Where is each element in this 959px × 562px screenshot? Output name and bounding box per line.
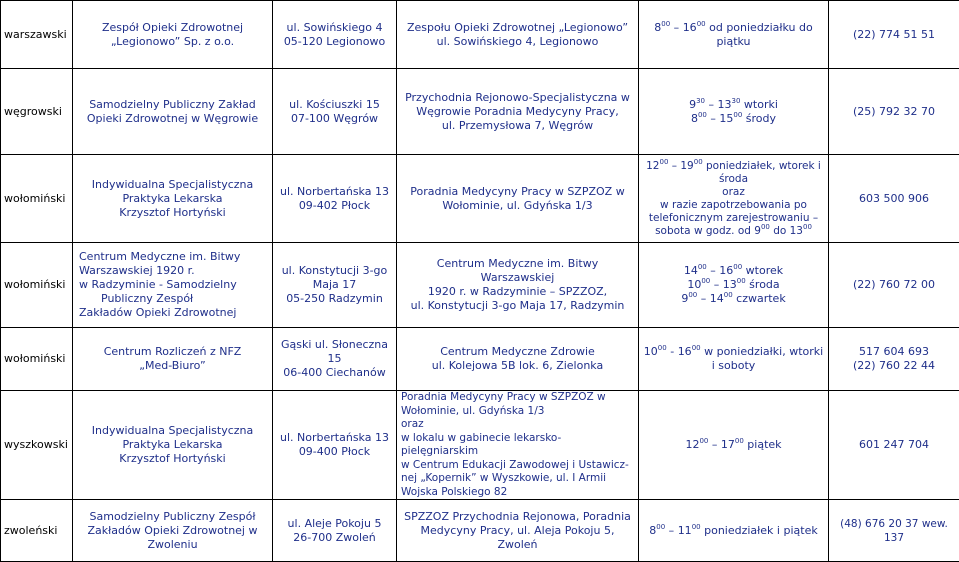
hours-cell: $8^{00} - 16^{00}$ od poniedziałku do piątku — [639, 1, 829, 69]
location-cell: Poradnia Medycyny Pracy w SZPZOZ w Wołominie, ul. Gdyńska 1/3 — [397, 155, 639, 243]
address-cell: ul. Norbertańska 13 09-400 Płock — [273, 391, 397, 500]
county-cell: węgrowski — [1, 69, 73, 155]
phone-cell: 603 500 906 — [829, 155, 959, 243]
facility-cell: Centrum Rozliczeń z NFZ „Med-Biuro” — [73, 328, 273, 391]
location-cell: Centrum Medyczne Zdrowie ul. Kolejowa 5B lok. 6, Zielonka — [397, 328, 639, 391]
table-row — [1, 391, 959, 500]
address-cell: ul. Norbertańska 13 09-402 Płock — [273, 155, 397, 243]
facility-cell: Centrum Medyczne im. Bitwy Warszawskiej 1920 r. w Radzyminie - Samodzielny Publiczny Zespół Zakładów Opieki Zdrowotnej — [73, 243, 273, 328]
location-cell: Zespołu Opieki Zdrowotnej „Legionowo” ul. Sowińskiego 4, Legionowo — [397, 1, 639, 69]
county-cell: wyszkowski — [1, 391, 73, 500]
table-row — [1, 1, 959, 69]
facility-cell: Samodzielny Publiczny Zespół Zakładów Opieki Zdrowotnej w Zwoleniu — [73, 500, 273, 562]
county-cell: zwoleński — [1, 500, 73, 562]
hours-cell: $9^{30} - 13^{30}$ wtorki $8^{00} - 15^{00}$ środy — [639, 69, 829, 155]
location-cell: Przychodnia Rejonowo-Specjalistyczna w Węgrowie Poradnia Medycyny Pracy, ul. Przemysłowa 7, Węgrów — [397, 69, 639, 155]
county-cell: wołomiński — [1, 243, 73, 328]
facility-cell: Indywidualna Specjalistyczna Praktyka Lekarska Krzysztof Hortyński — [73, 391, 273, 500]
phone-cell: 517 604 693 (22) 760 22 44 — [829, 328, 959, 391]
facility-cell: Samodzielny Publiczny Zakład Opieki Zdrowotnej w Węgrowie — [73, 69, 273, 155]
county-cell: warszawski — [1, 1, 73, 69]
county-cell: wołomiński — [1, 155, 73, 243]
phone-cell: (25) 792 32 70 — [829, 69, 959, 155]
address-cell: ul. Aleje Pokoju 5 26-700 Zwoleń — [273, 500, 397, 562]
address-cell: ul. Kościuszki 15 07-100 Węgrów — [273, 69, 397, 155]
hours-cell: $14^{00} - 16^{00}$ wtorek $10^{00} - 13^{00}$ środa $9^{00} - 14^{00}$ czwartek — [639, 243, 829, 328]
address-cell: ul. Konstytucji 3-go Maja 17 05-250 Radzymin — [273, 243, 397, 328]
facility-cell: Zespół Opieki Zdrowotnej „Legionowo” Sp. z o.o. — [73, 1, 273, 69]
hours-cell: $10^{00} - 16^{00}$ w poniedziałki, wtorki i soboty — [639, 328, 829, 391]
location-cell: Centrum Medyczne im. Bitwy Warszawskiej 1920 r. w Radzyminie – SPZZOZ, ul. Konstytucji 3-go Maja 17, Radzymin — [397, 243, 639, 328]
county-cell: wołomiński — [1, 328, 73, 391]
location-cell: Poradnia Medycyny Pracy w SZPZOZ w Wołominie, ul. Gdyńska 1/3 oraz w lokalu w gabinecie lekarsko-pielęgniarskim w Centrum Edukacji Zawodowej i Ustawicz- nej „Kopernik” w Wyszkowie, ul. I Armii Wojska Polskiego 82 — [397, 391, 639, 500]
location-cell: SPZZOZ Przychodnia Rejonowa, Poradnia Medycyny Pracy, ul. Aleja Pokoju 5, Zwoleń — [397, 500, 639, 562]
facility-cell: Indywidualna Specjalistyczna Praktyka Lekarska Krzysztof Hortyński — [73, 155, 273, 243]
hours-cell: $12^{00} - 17^{00}$ piątek — [639, 391, 829, 500]
phone-cell: 601 247 704 — [829, 391, 959, 500]
phone-cell: (48) 676 20 37 wew. 137 — [829, 500, 959, 562]
phone-cell: (22) 760 72 00 — [829, 243, 959, 328]
table-row — [1, 155, 959, 243]
phone-cell: (22) 774 51 51 — [829, 1, 959, 69]
address-cell: Gąski ul. Słoneczna 15 06-400 Ciechanów — [273, 328, 397, 391]
hours-cell: $8^{00} - 11^{00}$ poniedziałek i piątek — [639, 500, 829, 562]
table-row — [1, 328, 959, 391]
address-cell: ul. Sowińskiego 4 05-120 Legionowo — [273, 1, 397, 69]
table-row — [1, 69, 959, 155]
table-row — [1, 500, 959, 562]
table-row — [1, 243, 959, 328]
hours-cell: $12^{00} - 19^{00}$ poniedziałek, wtorek i środa oraz w razie zapotrzebowania po telefonicznym zarejestrowaniu – sobota w godz. od $9^{00}$ do $13^{00}$ — [639, 155, 829, 243]
